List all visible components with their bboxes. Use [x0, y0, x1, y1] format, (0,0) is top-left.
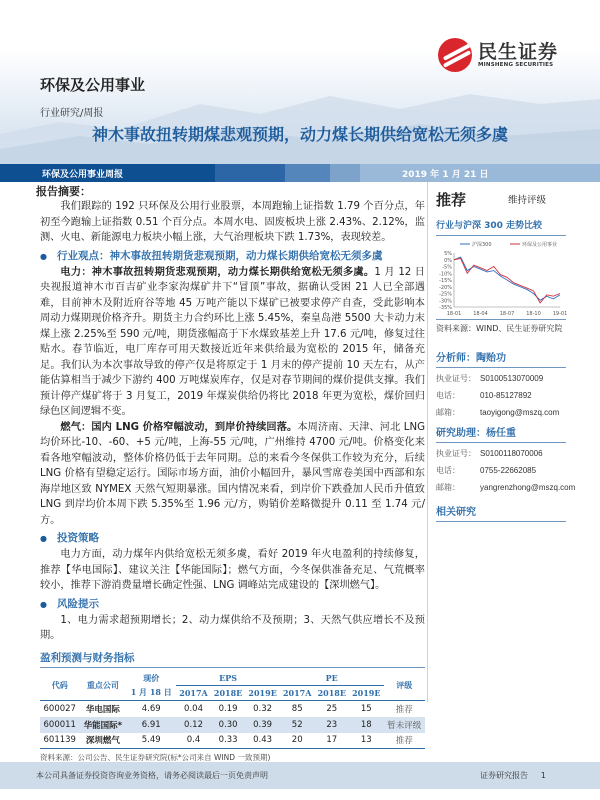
- y-tick-label: -35%: [439, 305, 452, 311]
- field-value: 010-85127892: [480, 391, 532, 400]
- column-divider: [427, 182, 428, 702]
- cell-pe: 25: [326, 703, 338, 714]
- report-date: 2019 年 1 月 21 日: [402, 170, 489, 180]
- power-text: 1 月 12 日央视报道神木市百吉矿业李家沟煤矿井下“冒顶”事故，据确认受困 21 人已全部遇难，目前神木及附近府谷等地 45 万吨产能以下煤矿已被要求停产自查，受此影响本周动力煤期现价格齐升。期货主力合约环比上涨 5.45%，秦皇岛港 5500 大卡动力末煤上涨 2.25%至 590 元/吨，期货涨幅高于下水煤致基差上升 17.6 元/吨，修复过往贴水。春节临近，电厂库存可用天数接近近年来供给最为宽松的 2015 年，储备充足。我们认为本次事故导致的停产仅是将原定于 1 月末的停产提前 10 天左右，从产能估算相当于减少下游约 400 万吨煤炭库存，仅是对春节期间的煤价提供支撑。我们预计停产煤矿将于 3 月复工，2019 年煤炭供给仍将比 2018 年更为宽松，煤价回归绿色区间逻辑不变。: [40, 266, 425, 417]
- field-value: yangrenzhong@mszq.com: [480, 483, 576, 492]
- field-label: 邮箱：: [436, 408, 460, 417]
- cell-pe: 23: [315, 717, 350, 733]
- related-heading: 相关研究: [436, 506, 566, 522]
- series-line-0: [454, 257, 560, 300]
- cell-eps: 0.33: [218, 735, 238, 746]
- field-label: 执业证号：: [436, 374, 476, 383]
- col-year: 2019E: [352, 688, 381, 698]
- y-tick-label: -5%: [442, 264, 452, 271]
- cell-pe: 85: [291, 703, 303, 714]
- y-tick-label: 5%: [444, 251, 452, 257]
- sector-name: 环保及公用事业: [40, 76, 146, 94]
- forecast-table: [40, 671, 425, 750]
- cell-eps: 0.4: [186, 735, 201, 746]
- table-row: [40, 701, 425, 717]
- col-year: 2019E: [248, 688, 277, 698]
- field-value: S0100513070009: [480, 374, 544, 383]
- cell-eps: 0.12: [176, 717, 211, 733]
- legend-label: 环保及公用事业: [522, 242, 558, 248]
- strategy-text: 电力方面，动力煤年内供给宽松无须多虞，看好 2019 年火电盈利的持续修复，推荐【华电国际】、建议关注【华能国际】；燃气方面，今冬保供准备充足、气荒概率较小，推荐下游消费量增长确定性强、LNG 调峰站完成建设的【深圳燃气】。: [40, 549, 425, 591]
- x-tick-label: 18-07: [499, 311, 515, 317]
- y-tick-label: -10%: [439, 271, 452, 278]
- chart-source: 资料来源：WIND、民生证券研究院: [436, 319, 566, 334]
- y-tick-label: -25%: [439, 291, 452, 298]
- col-year: 2017A: [179, 688, 208, 698]
- forecast-heading: 盈利预测与财务指标: [40, 652, 425, 668]
- cell-eps: 0.30: [211, 717, 246, 733]
- cell-price: 6.91: [126, 717, 176, 733]
- main-column: [36, 184, 425, 763]
- risk-body: [40, 613, 425, 644]
- analyst-field: [436, 370, 586, 387]
- band-label: 环保及公用事业周报: [42, 170, 124, 180]
- x-tick-label: 18-10: [526, 311, 541, 317]
- cell-pe: 52: [280, 717, 315, 733]
- cell-rating: 推荐: [395, 704, 413, 715]
- field-label: 执业证号：: [436, 449, 476, 458]
- cell-company: 华能国际*: [79, 717, 126, 733]
- table-source: 资料来源：公司公告、民生证券研究院(标*公司来自 WIND 一致预期): [40, 753, 271, 762]
- col-pe: PE: [280, 671, 384, 686]
- strategy-heading: ● 投资策略: [40, 530, 425, 547]
- analyst-field: [436, 404, 586, 421]
- x-tick-label: 19-01: [552, 311, 568, 317]
- chart-title: 行业与沪深 300 走势比较: [436, 220, 566, 236]
- summary-body: [40, 199, 425, 246]
- cell-company: 深圳燃气: [85, 736, 120, 747]
- sidebar-column: [436, 188, 586, 522]
- cell-code: 600027: [43, 703, 76, 714]
- col-year: 2018E: [317, 688, 346, 698]
- cell-pe: 20: [291, 735, 303, 746]
- power-lead: 电力：神木事故扭转期货悲观预期，动力煤长期供给宽松无须多虞。: [60, 266, 375, 278]
- y-tick-label: 0%: [444, 257, 452, 264]
- power-section: [40, 265, 425, 529]
- field-label: 电话：: [436, 391, 460, 400]
- logo-text: 民生证券: [478, 41, 559, 63]
- series-line-1: [454, 258, 560, 303]
- cell-pe: 13: [360, 735, 372, 746]
- trend-chart: [432, 239, 568, 319]
- col-price-date: 1 月 18 日: [130, 687, 172, 698]
- risk-text: 1、电力需求超预期增长；2、动力煤供给不及预期；3、天然气供应增长不及预期。: [40, 614, 425, 641]
- y-tick-label: -30%: [439, 298, 452, 305]
- footer-label: [480, 770, 546, 781]
- assistant-info: [436, 445, 586, 496]
- y-tick-label: -15%: [439, 278, 452, 284]
- field-value: taoyigong@mszq.com: [480, 408, 560, 417]
- rating-status: 维持评级: [507, 195, 546, 206]
- assistant-field: [436, 445, 586, 462]
- cell-pe: 15: [360, 703, 372, 714]
- logo-english: MINSHENG SECURITIES: [478, 62, 554, 68]
- cell-price: 4.69: [141, 703, 161, 714]
- col-price: 现价: [143, 672, 160, 683]
- cell-eps: 0.04: [184, 703, 203, 714]
- view-heading: ● 行业观点：神木事故扭转期货悲观预期，动力煤长期供给宽松无须多虞: [40, 248, 425, 265]
- analyst-field: [436, 387, 586, 404]
- summary-heading: 报告摘要：: [36, 185, 91, 198]
- recommendation: 推荐: [436, 190, 467, 209]
- footer-disclaimer: 本公司具备证券投资咨询业务资格，请务必阅读最后一页免责声明: [36, 771, 268, 780]
- cell-rating: 推荐: [395, 736, 413, 747]
- assistant-field: [436, 462, 586, 479]
- footer-report-label: 证券研究报告: [480, 771, 528, 780]
- cell-eps: 0.43: [253, 735, 273, 746]
- cell-code: 601139: [43, 735, 76, 746]
- field-value: 0755-22662085: [480, 466, 537, 475]
- x-tick-label: 18-04: [473, 311, 488, 317]
- gas-text: 本周济南、天津、河北 LNG 均价环比-10、-60、+5 元/吨，上海-55 元/吨，广州维持 4700 元/吨。价格变化来看各地窄幅波动，整体价格仍低于去年同期。总的来看今冬保供工作较为充分，后续 LNG 价格有望稳定运行。国际市场方面，油价小幅回升，暴风雪席卷美国中西部和东海岸地区致 NYMEX 天然气短期暴涨。国内情况来看，到岸价下跌叠加人民币升值致 LNG 到岸均价本周下跌 5.35%至 1.96 元/方，购销价差略微提升 0.11 至 1.74 元/方。: [40, 421, 425, 526]
- page-number: 1: [540, 771, 546, 780]
- cell-eps: 0.39: [245, 717, 280, 733]
- summary-paragraph: 我们跟踪的 192 只环保及公用行业股票，本周跑输上证指数 1.79 个百分点，年初至今跑输上证指数 0.51 个百分点。本周水电、固废板块上涨 2.43%、2.12%，监测、火电、新能源电力板块小幅上涨，大气治理板块下跌 1.73%，表现较差。: [40, 201, 425, 243]
- cell-company: 华电国际: [85, 704, 120, 715]
- logo-mark-icon: [438, 38, 472, 72]
- cell-price: 5.49: [141, 735, 161, 746]
- y-tick-label: -20%: [439, 284, 452, 291]
- table-row: [40, 717, 425, 733]
- field-label: 电话：: [436, 466, 460, 475]
- col-year: 2018E: [213, 688, 243, 698]
- col-code: 代码: [51, 679, 68, 690]
- field-label: 邮箱：: [436, 483, 460, 492]
- cell-eps: 0.32: [253, 703, 273, 714]
- col-company: 重点公司: [86, 679, 119, 690]
- strategy-body: [40, 547, 425, 594]
- legend-label: 沪深300: [472, 242, 492, 248]
- gas-lead: 燃气：国内 LNG 价格窄幅波动，到岸价持续回落。: [60, 421, 298, 433]
- field-value: S0100118070006: [480, 449, 543, 458]
- cell-code: 600011: [40, 717, 79, 733]
- cell-pe: 17: [326, 735, 338, 746]
- report-type: 行业研究/周报: [40, 108, 104, 119]
- table-row: [40, 733, 425, 749]
- assistant-heading: 研究助理：杨任重: [436, 427, 566, 443]
- company-logo: [438, 38, 558, 72]
- col-eps: EPS: [176, 671, 280, 686]
- cell-eps: 0.19: [218, 703, 238, 714]
- risk-heading: ● 风险提示: [40, 596, 425, 613]
- cell-pe: 18: [349, 717, 384, 733]
- cell-rating: 暂未评级: [384, 717, 425, 733]
- analyst-info: [436, 370, 586, 421]
- analyst-heading: 分析师：陶贻功: [436, 352, 566, 368]
- assistant-field: [436, 479, 586, 496]
- col-year: 2017A: [282, 688, 312, 698]
- x-tick-label: 18-01: [446, 311, 462, 317]
- report-title: 神木事故扭转期煤悲观预期，动力煤长期供给宽松无须多虞: [91, 125, 508, 144]
- col-rating: 评级: [396, 679, 413, 690]
